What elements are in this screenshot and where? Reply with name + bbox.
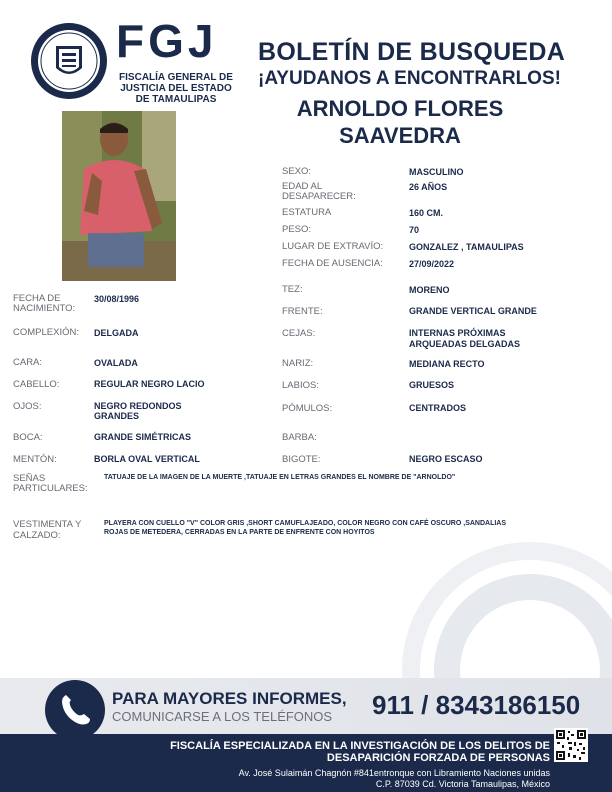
state-seal-icon [30, 22, 108, 100]
value-tez: MORENO [409, 285, 450, 295]
qr-code-icon[interactable] [554, 728, 588, 762]
label-edad-2: DESAPARECER: [282, 191, 356, 202]
label-cara: CARA: [13, 357, 43, 368]
label-menton: MENTÓN: [13, 454, 57, 465]
value-cabello: REGULAR NEGRO LACIO [94, 379, 205, 389]
value-edad: 26 AÑOS [409, 182, 448, 192]
value-peso: 70 [409, 225, 420, 235]
unit-name-line-2: DESAPARICIÓN FORZADA DE PERSONAS [326, 752, 550, 764]
org-full-name: FISCALÍA GENERAL DE JUSTICIA DEL ESTADO DE TAMAULIPAS [119, 72, 233, 105]
label-vestimenta-2: CALZADO: [13, 530, 61, 541]
address [239, 768, 550, 790]
address-line-1: Av. José Sulaimán Chagnón #841entronque con Libramiento Naciones unidas [238, 768, 550, 778]
contact-phone[interactable]: 911 / 8343186150 [372, 690, 581, 720]
label-pomulos: PÓMULOS: [282, 403, 333, 414]
value-vestimenta-1: PLAYERA CON CUELLO "V" COLOR GRIS ,SHORT CAMUFLAJEADO, COLOR NEGRO CON CAFÉ OSCURO ,SANDALIAS [104, 520, 507, 527]
label-tez: TEZ: [282, 284, 303, 295]
value-ojos-1: NEGRO REDONDOS [94, 401, 182, 411]
label-ojos: OJOS: [13, 401, 42, 412]
bulletin-title: BOLETÍN DE BUSQUEDA [258, 38, 566, 66]
label-estatura: ESTATURA [282, 207, 332, 218]
value-nariz: MEDIANA RECTO [409, 359, 485, 369]
label-cejas: CEJAS: [282, 328, 316, 339]
value-bigote: NEGRO ESCASO [409, 454, 483, 464]
value-lugar: GONZALEZ , TAMAULIPAS [409, 242, 524, 252]
value-vestimenta-2: ROJAS DE METEDERA, CERRADAS EN LA PARTE DE ENFRENTE CON HOYITOS [104, 529, 375, 536]
label-frente: FRENTE: [282, 306, 323, 317]
value-sexo: MASCULINO [409, 167, 464, 177]
address-line-2: C.P. 87039 Cd. Victoria Tamaulipas, México [375, 779, 550, 789]
label-complexion: COMPLEXIÓN: [13, 327, 79, 338]
phone-icon [45, 680, 105, 740]
value-labios: GRUESOS [409, 380, 455, 390]
label-cabello: CABELLO: [13, 379, 60, 390]
person-name-line-1: ARNOLDO FLORES [296, 96, 504, 121]
label-senas-1: SEÑAS [13, 473, 46, 484]
label-fecha-ausencia: FECHA DE AUSENCIA: [282, 258, 383, 269]
label-edad-1: EDAD AL [282, 181, 323, 192]
value-pomulos: CENTRADOS [409, 403, 467, 413]
org-acronym: FGJ [116, 15, 218, 67]
label-sexo: SEXO: [282, 166, 312, 177]
value-menton: BORLA OVAL VERTICAL [94, 454, 200, 464]
value-senas: TATUAJE DE LA IMAGEN DE LA MUERTE ,TATUAJE EN LETRAS GRANDES EL NOMBRE DE "ARNOLDO" [104, 474, 456, 481]
label-boca: BOCA: [13, 432, 43, 443]
unit-name [170, 740, 550, 764]
value-ojos-2: GRANDES [94, 411, 140, 421]
person-name-line-2: SAAVEDRA [339, 123, 461, 148]
unit-name-line-1: FISCALÍA ESPECIALIZADA EN LA INVESTIGACIÓN DE LOS DELITOS DE [170, 740, 550, 752]
label-labios: LABIOS: [282, 380, 319, 391]
label-fecha-nacimiento-2: NACIMIENTO: [13, 303, 76, 314]
label-nariz: NARIZ: [282, 358, 314, 369]
value-fecha-ausencia: 27/09/2022 [409, 259, 455, 269]
person-photo [62, 111, 176, 281]
value-estatura: 160 CM. [409, 208, 444, 218]
value-fecha-nacimiento: 30/08/1996 [94, 294, 140, 304]
value-cara: OVALADA [94, 358, 138, 368]
value-cejas-1: INTERNAS PRÓXIMAS [409, 328, 506, 338]
label-barba: BARBA: [282, 432, 317, 443]
label-bigote: BIGOTE: [282, 454, 321, 465]
label-peso: PESO: [282, 224, 312, 235]
more-info-heading: PARA MAYORES INFORMES, [112, 689, 347, 708]
bulletin-subtitle: ¡AYUDANOS A ENCONTRARLOS! [258, 68, 561, 89]
value-complexion: DELGADA [94, 328, 139, 338]
label-vestimenta-1: VESTIMENTA Y [13, 519, 82, 530]
label-fecha-nacimiento-1: FECHA DE [13, 293, 61, 304]
label-senas-2: PARTICULARES: [13, 483, 88, 494]
value-frente: GRANDE VERTICAL GRANDE [409, 306, 537, 316]
more-info-subheading: COMUNICARSE A LOS TELÉFONOS [112, 709, 333, 724]
phone-icon-badge [45, 680, 105, 740]
value-boca: GRANDE SIMÉTRICAS [94, 432, 192, 442]
label-lugar: LUGAR DE EXTRAVÍO: [282, 241, 384, 252]
value-cejas-2: ARQUEADAS DELGADAS [409, 339, 521, 349]
